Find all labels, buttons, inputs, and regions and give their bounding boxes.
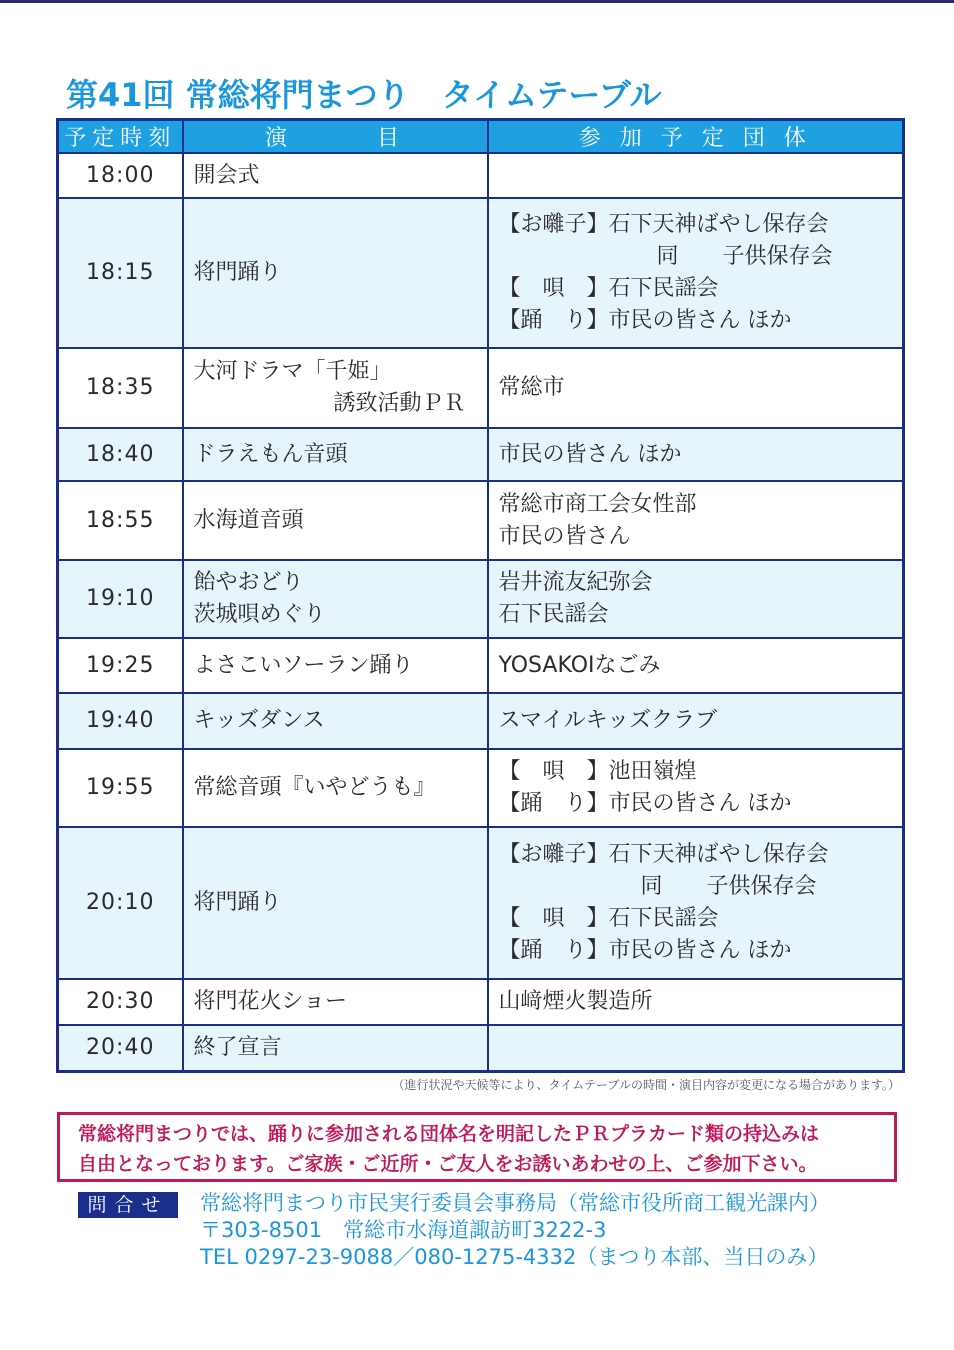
group-text: 市民の皆さん ほか	[498, 441, 682, 467]
table-row	[58, 638, 904, 693]
time-cell: 18:55	[58, 481, 183, 560]
group-text: 同 子供保存会	[656, 244, 833, 269]
table-row	[58, 979, 904, 1025]
program-cell	[183, 979, 488, 1025]
program-cell	[183, 693, 488, 749]
program-cell	[183, 1025, 488, 1071]
program-text: 将門踊り	[193, 260, 282, 285]
group-text: 【踊 り】市民の皆さん ほか	[498, 938, 792, 963]
groups-cell	[488, 560, 904, 638]
timetable	[56, 118, 905, 1073]
groups-cell	[488, 979, 904, 1025]
group-text: 【 唄 】石下民謡会	[498, 906, 719, 931]
notice-box	[57, 1112, 897, 1182]
program-text: 誘致活動ＰＲ	[333, 391, 466, 416]
table-row	[58, 348, 904, 428]
groups-cell	[488, 348, 904, 428]
program-text: 将門踊り	[193, 890, 282, 915]
schedule-change-note: （進行状況や天候等により、タイムテーブルの時間・演目内容が変更になる場合があります。）	[392, 1078, 900, 1092]
program-cell	[183, 198, 488, 348]
program-cell	[183, 481, 488, 560]
group-text: 岩井流友紀弥会	[498, 570, 653, 595]
group-text: 山﨑煙火製造所	[498, 989, 653, 1014]
contact-info	[200, 1190, 830, 1271]
time-cell: 20:40	[58, 1025, 183, 1071]
groups-cell	[488, 153, 904, 198]
table-row	[58, 153, 904, 198]
group-text: 【踊 り】市民の皆さん ほか	[498, 308, 792, 333]
table-row	[58, 1025, 904, 1071]
time-cell: 18:40	[58, 428, 183, 481]
program-cell	[183, 560, 488, 638]
program-text: キッズダンス	[193, 708, 325, 733]
group-text: 【お囃子】石下天神ばやし保存会	[498, 842, 829, 867]
groups-cell	[488, 198, 904, 348]
time-cell: 19:40	[58, 693, 183, 749]
groups-cell	[488, 428, 904, 481]
groups-cell	[488, 1025, 904, 1071]
program-cell	[183, 153, 488, 198]
notice-line: 自由となっております。ご家族・ご近所・ご友人をお誘いあわせの上、ご参加下さい。	[78, 1153, 818, 1175]
group-text: 【お囃子】石下天神ばやし保存会	[498, 212, 829, 237]
table-row	[58, 428, 904, 481]
contact-address: 〒303-8501 常総市水海道諏訪町3222-3	[200, 1218, 607, 1242]
page-title: 第41回 常総将門まつり タイムテーブル	[66, 76, 662, 114]
time-cell: 19:55	[58, 749, 183, 827]
group-text: 市民の皆さん	[498, 523, 631, 549]
time-cell: 19:10	[58, 560, 183, 638]
time-cell: 18:00	[58, 153, 183, 198]
time-cell: 19:25	[58, 638, 183, 693]
table-row	[58, 749, 904, 827]
group-text: 常総市商工会女性部	[498, 491, 697, 517]
program-cell	[183, 428, 488, 481]
program-text: 飴やおどり	[193, 570, 304, 595]
table-row	[58, 198, 904, 348]
group-text: 【 唄 】石下民謡会	[498, 276, 719, 301]
program-text: 常総音頭『いやどうも』	[193, 775, 436, 800]
time-cell: 18:35	[58, 348, 183, 428]
group-text: 【 唄 】池田嶺煌	[498, 759, 697, 784]
group-text: 【踊 り】市民の皆さん ほか	[498, 791, 792, 816]
program-text: 茨城唄めぐり	[193, 602, 326, 627]
notice-line: 常総将門まつりでは、踊りに参加される団体名を明記したＰＲプラカード類の持込みは	[78, 1123, 820, 1145]
group-text: 同 子供保存会	[640, 874, 817, 899]
groups-cell	[488, 827, 904, 979]
groups-cell	[488, 638, 904, 693]
program-text: 大河ドラマ「千姫」	[193, 359, 392, 384]
group-text: 常総市	[498, 375, 565, 400]
table-row	[58, 693, 904, 749]
contact-office: 常総将門まつり市民実行委員会事務局（常総市役所商工観光課内）	[200, 1191, 830, 1215]
top-rule	[0, 0, 954, 3]
table-header-row	[58, 120, 904, 154]
groups-cell	[488, 481, 904, 560]
table-row	[58, 827, 904, 979]
program-text: ドラえもん音頭	[193, 441, 348, 467]
group-text: スマイルキッズクラブ	[498, 708, 718, 733]
group-text: YOSAKOIなごみ	[498, 652, 661, 678]
program-text: 将門花火ショー	[193, 989, 348, 1014]
program-cell	[183, 638, 488, 693]
time-cell: 18:15	[58, 198, 183, 348]
program-text: 終了宣言	[193, 1034, 282, 1060]
header-time: 予定時刻	[58, 120, 183, 154]
program-cell	[183, 348, 488, 428]
table-row	[58, 560, 904, 638]
program-text: 水海道音頭	[193, 507, 304, 533]
group-text: 石下民謡会	[498, 602, 609, 627]
table-row	[58, 481, 904, 560]
program-cell	[183, 749, 488, 827]
header-program: 演 目	[183, 120, 488, 154]
time-cell: 20:30	[58, 979, 183, 1025]
groups-cell	[488, 693, 904, 749]
program-cell	[183, 827, 488, 979]
groups-cell	[488, 749, 904, 827]
header-groups: 参 加 予 定 団 体	[488, 120, 904, 154]
contact-label: 問合せ	[78, 1192, 178, 1218]
contact-phone: TEL 0297-23-9088／080-1275-4332（まつり本部、当日のみ）	[200, 1245, 829, 1269]
time-cell: 20:10	[58, 827, 183, 979]
program-text: 開会式	[193, 162, 260, 188]
program-text: よさこいソーラン踊り	[193, 652, 414, 678]
